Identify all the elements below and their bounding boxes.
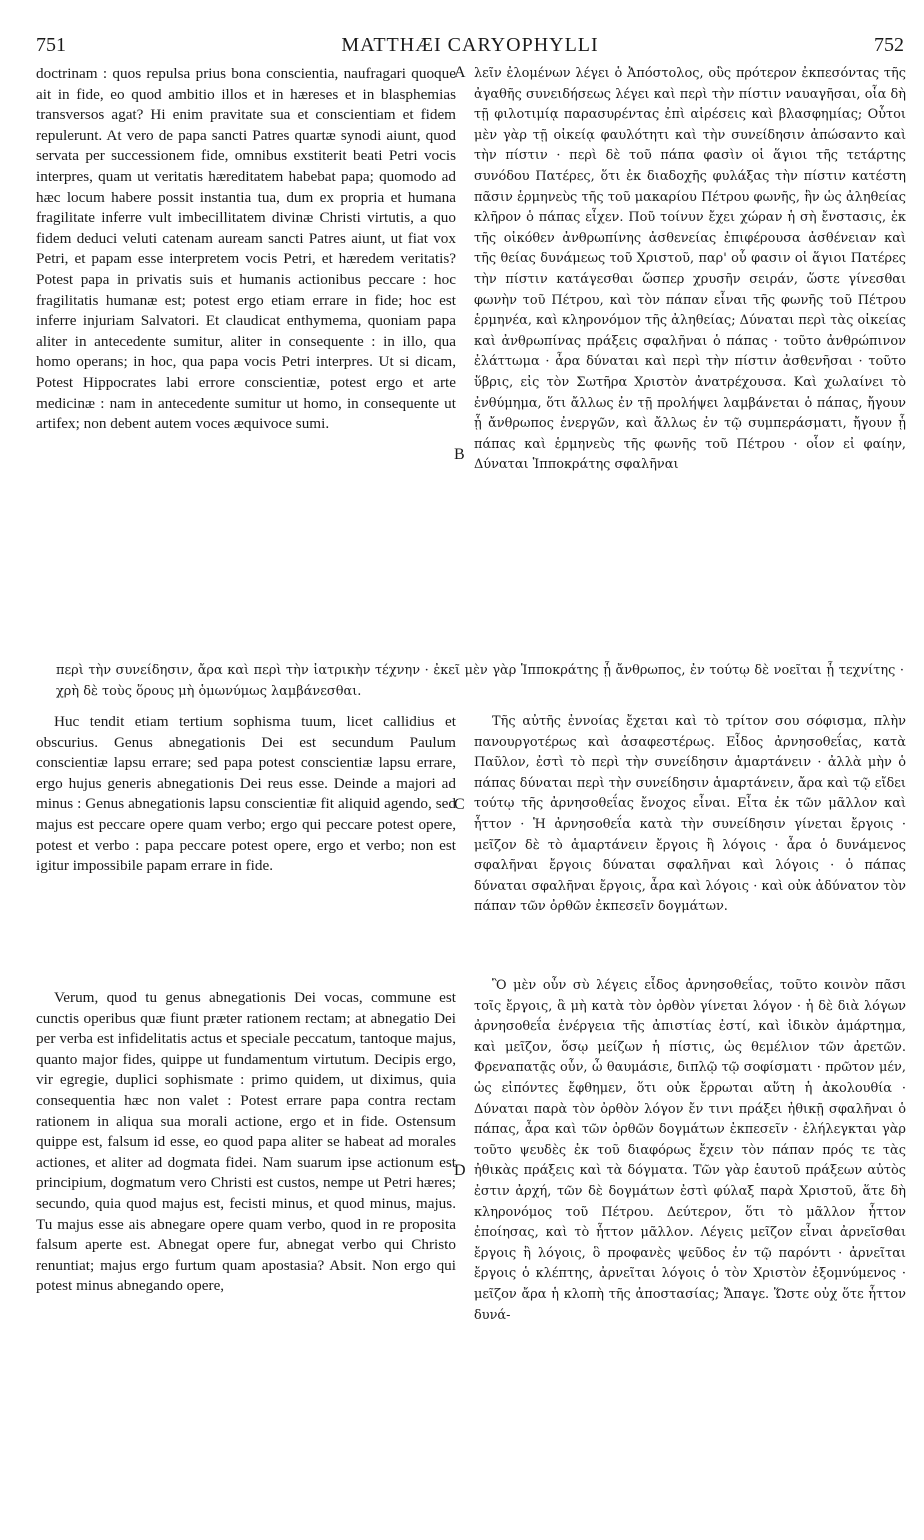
greek-paragraph-1: λεῖν ἐλομένων λέγει ὁ Ἀπόστολος, οὓς πρότερον ἐκπεσόντας τῆς ἀγαθῆς συνειδήσεως λέγει καὶ περὶ τὴν πίστιν ναυαγῆσαι, οἷα δὴ τῇ φιλοτιμίᾳ παρασυρέντας ἐπὶ αἱρέσεις καὶ βλασφημίας; Οὗτοι μὲν γὰρ τῇ οἰκείᾳ φαυλότητι καὶ τὴν συνείδησιν ἀπώσαντο καὶ τὴν πίστιν · περὶ δὲ τοῦ πάπα φασὶν οἱ ἅγιοι τῆς τετάρτης συνόδου Πατέρες, ὅτι ἐκ διαδοχῆς φυλάξας τὴν πίστιν κατέστη πᾶσιν ἑρμηνεὺς τῆς τοῦ μακαρίου Πέτρου φωνῆς, ἣν ὡς ἀληθείας κλῆρον ὁ πάπας εἶχεν. Ποῦ τοίνυν ἔχει χώραν ἡ σὴ ἔνστασις, ἐκ τῆς οἰκόθεν ἀνθρωπίνης ἀσθενείας ἐπιφέρουσα ἀσθένειαν καὶ τῆς θείας δυνάμεως τοῦ Χριστοῦ, παρ' οὗ φασιν οἱ ἅγιοι Πατέρες τὴν πίστιν κατάγεσθαι ὥσπερ χρυσῆν σειράν, ὥστε γίνεσθαι φωνὴν τοῦ Πέτρου, καὶ τὸν πάπαν εἶναι τῆς φωνῆς τοῦ Πέτρου ἑρμηνέα, καὶ κληρονόμον τῆς ἀληθείας; Δύναται περὶ τὰς οἰκείας καὶ ἀνθρωπίνας πράξεις σφαλῆναι ὁ πάπας · τοῦτο ἀνθρώπινον ἐλάττωμα · ἆρα δύναται καὶ περὶ τὴν πίστιν ἀσθενῆσαι · τοῦτο ὕβρις, εἰς τὸν Σωτῆρα Χριστὸν ἀνατρέχουσα. Καὶ χωλαίνει τὸ ἐνθύμημα, ὅτι ἄλλως ἐν τῇ προλήψει λαμβάνεται ὁ πάπας, ἤγουν ᾗ ἄνθρωπος ἐνεργῶν, καὶ ἄλλως ἐν τῷ συμπεράσματι, ἤγουν ᾗ πάπας καὶ ἑρμηνεὺς τῆς φωνῆς τοῦ Πέτρου · οἷον εἰ φαίην, Δύναται Ἱπποκράτης σφαλῆναι [474,66,906,473]
page-number-right: 752 [874,34,904,56]
section-marker-d: D [454,1162,466,1179]
running-header [36,34,904,64]
greek-continuation: περὶ τὴν συνείδησιν, ἄρα καὶ περὶ τὴν ἰατρικὴν τέχνην · ἐκεῖ μὲν γὰρ Ἱπποκράτης ᾗ ἄνθρωπος, ἐν τούτῳ δὲ νοεῖται ᾗ τεχνίτης · χρὴ δὲ τοὺς ὅρους μὴ ὁμωνύμως λαμβάνεσθαι. [56,663,904,699]
section-marker-b: B [454,446,465,463]
latin-paragraph-3: Verum, quod tu genus abnegationis Dei vocas, commune est cunctis operibus quæ fiunt præter rationem rectam; at abnegatio Dei per verba est infidelitatis actus et speciale peccatum, tantoque majus, quanto major fides, quippe ut fundamentum virtutum. Decipis ergo, vir egregie, duplici sophismate : primo quidem, ut diximus, quia consequentia hæc non valet : Potest errare papa contra rectam rationem in aliqua sua morali actione, ergo et in fide. Ostensum quippe est, falsum id esse, eo quod papa aliter se habeat ad morales actiones, et aliter ad dogmata fidei. Nam suarum ipse actionum est principium, dogmatum vero Christi est custos, nempe ut Petri hæres; secundo, quia quod majus est, fecisti minus, et quod minus, majus. Tu majus esse ais abnegare opere quam verbo, quod in re proposita falsum aperte est. Abnegat opere fur, abnegat verbo qui Christo renuntiat; majus ergo furtum quam apostasia? Absit. Non ergo qui potest minus abnegando opere, [36,989,456,1295]
greek-paragraph-3: Ὃ μὲν οὖν σὺ λέγεις εἶδος ἀρνησοθεΐας, τοῦτο κοινὸν πᾶσι τοῖς ἔργοις, ἃ μὴ κατὰ τὸν ὀρθὸν γίνεται λόγον · ἡ δὲ διὰ λόγων ἀρνησοθεΐα ἐνέργεια τῆς ἀπιστίας ἐστί, καὶ ἰδικὸν ἁμάρτημα, καὶ μεῖζον, ὅσῳ μείζων ἡ πίστις, ὡς θεμέλιον τῶν ἀρετῶν. Φρεναπατᾷς οὖν, ὦ θαυμάσιε, διπλῷ τῷ σοφίσματι · πρῶτον μέν, ὡς εἰπόντες ἔφθημεν, ὅτι οὐκ ἔρρωται αὕτη ἡ ἀκολουθία · Δύναται παρὰ τὸν ὀρθὸν λόγον ἔν τινι πράξει ἠθικῇ σφαλῆναι ὁ πάπας, ἆρα καὶ τῶν ὀρθῶν δογμάτων ἐκπεσεῖν · ἐλήλεγκται γὰρ τοῦτο ψευδὲς ἐκ τοῦ διαφόρως ἔχειν τὸν πάπαν πρός τε τὰς ἠθικὰς πράξεις καὶ τὰ δόγματα. Τῶν γὰρ ἑαυτοῦ πράξεων αὐτὸς ἐστιν ἀρχή, τῶν δὲ δογμάτων ἐστὶ φύλαξ παρὰ Χριστοῦ, ἅτε δὴ κληρονόμος τοῦ Πέτρου. Δεύτερον, ὅτι τὸ μᾶλλον ἧττον ἐποίησας, καὶ τὸ ἧττον μᾶλλον. Λέγεις μεῖζον εἶναι ἀρνεῖσθαι ἔργοις ἢ λόγοις, ὃ προφανὲς ψεῦδος ἐν τῷ παρόντι · ἀρνεῖται ἔργοις ὁ κλέπτης, ἀρνεῖται λόγοις ὁ τὸν Χριστὸν ἐξομνύμενος · μεῖζον ἄρα ἡ κλοπὴ τῆς ἀποστασίας; Ἄπαγε. Ὥστε οὐχ ὅτε ἧττον δυνά- [474,978,906,1323]
latin-paragraph-2: Huc tendit etiam tertium sophisma tuum, licet callidius et obscurius. Genus abnegationis Dei est secundum Paulum conscientiæ lapsu errare; sed papa potest conscientiæ lapsu errare, ergo hujus generis abnegationis Dei reus esse. Deinde a majori ad minus : Genus abnegationis lapsu conscientiæ fit aliquid agendo, sed majus est peccare opere quam verbo; ergo qui peccare potest opere, potest et verbo : papa peccare potest opere, ergo et verbo; non est igitur impossibile papam errare in fide. [36,713,456,875]
latin-column-lower [36,988,456,1518]
running-title: MATTHÆI CARYOPHYLLI [341,34,599,56]
greek-full-width-line [56,661,904,705]
latin-column-middle [36,712,456,962]
greek-column-middle [474,712,906,962]
section-marker-c: C [454,796,465,813]
section-marker-a: A [454,64,466,81]
greek-column-upper [474,64,906,659]
greek-paragraph-2: Τῆς αὐτῆς ἐννοίας ἔχεται καὶ τὸ τρίτον σου σόφισμα, πλὴν πανουργοτέρως καὶ ἀσαφεστέρως. Εἶδος ἀρνησοθεΐας, κατὰ Παῦλον, ἐστὶ τὸ περὶ τὴν συνείδησιν ἁμαρτάνειν · ἀλλὰ μὴν ὁ πάπας δύναται περὶ τὴν συνείδησιν ἁμαρτάνειν, ἄρα καὶ τῷ εἴδει τούτῳ τῆς ἀρνησοθεΐας ἔνοχος εἶναι. Εἶτα ἐκ τῶν μᾶλλον καὶ ἧττον · Ἡ ἀρνησοθεΐα κατὰ τὴν συνείδησιν γίνεται ἔργοις · μεῖζον δὲ τὸ ἁμαρτάνειν ἔργοις ἢ λόγοις · ἆρα ὁ δυνάμενος σφαλῆναι ἔργοις δύναται σφαλῆναι καὶ λόγοις · ὁ πάπας δύναται σφαλῆναι ἔργοις, ἆρα καὶ λόγοις · καὶ οὐκ ἀδύνατον τὸν πάπαν τῶν ὀρθῶν ἐκπεσεῖν δογμάτων. [474,714,906,915]
latin-column-upper [36,64,456,659]
page-number-left: 751 [36,34,66,56]
greek-column-lower [474,976,906,1518]
latin-paragraph-1: doctrinam : quos repulsa prius bona conscientia, naufragari quoque ait in fide, eo quod ambitio illos et in hæreses et in blasphemias transversos agat? Hi enim pravitate sua et conscientiam et fidem repulerunt. At vero de papa sancti Patres quartæ synodi aiunt, quod servata per successionem fide, omnibus exstiterit beati Petri vocis interpres, quam ut veritatis hæreditatem habebat papa; quomodo ad hæc locum habere possit instantia tua, dum ex propria et humana fragilitate inferre vult imbecillitatem divinæ Christi virtutis, a quo fidem deduci veluti catenam auream sancti Patres aiunt, ut fiat vox Petri, et papam esse interpretem vocis Petri, et hæredem veritatis? Potest papa in privatis suis et humanis actionibus peccare : hoc fragilitatis humanæ est; potest ergo etiam errare in fide; hoc est inferre injuriam Salvatori. Et claudicat enthymema, quoniam papa aliter in antecedente sumitur, aliter in consequente : in illo, qua homo operans; in hoc, qua papa vocis Petri interpres. Ut si dicam, Potest Hippocrates labi errore conscientiæ, potest ergo et arte medicinæ : nam in antecedente sumitur ut homo, in consequente ut artifex; non debent autem voces æquivoce sumi. [36,65,456,433]
